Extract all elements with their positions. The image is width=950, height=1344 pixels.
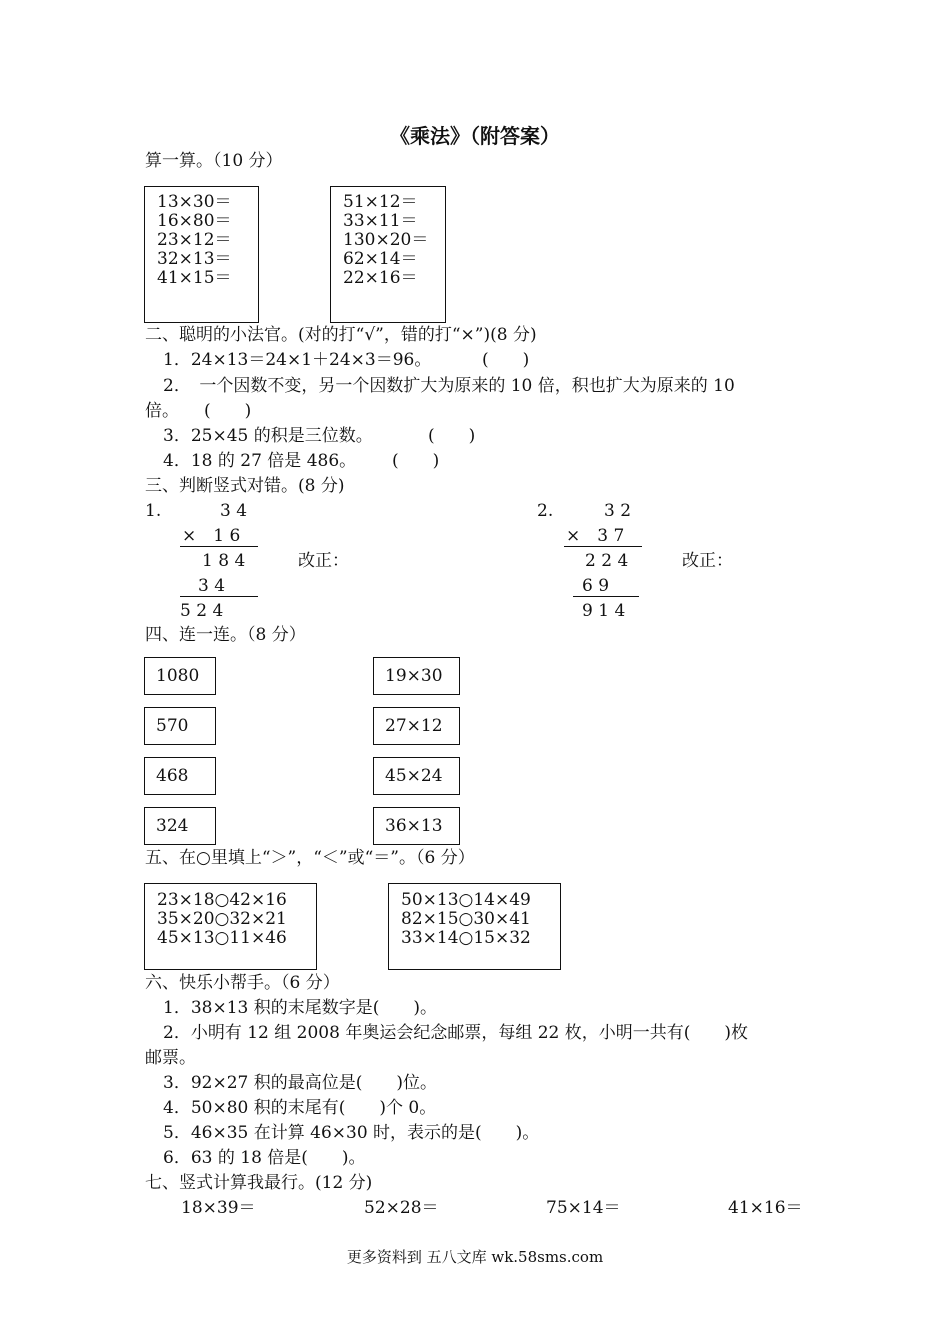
sec2-q2-line1: 2． 一个因数不变，另一个因数扩大为原来的 10 倍，积也扩大为原来的 10 [163,376,735,396]
sec6-q2-line1: 2．小明有 12 组 2008 年奥运会纪念邮票，每组 22 枚，小明一共有( )枚 [163,1023,749,1043]
sec1-right-box [330,186,446,323]
compare-left-3[interactable]: 45×13○11×46 [157,928,287,948]
sec2-q4: 4．18 的 27 倍是 486。 [163,451,357,471]
sec6-q3: 3．92×27 积的最高位是( )位。 [163,1073,437,1093]
sec3-a-top: 3 4 [220,501,248,521]
sec2-q2-line2: 倍。 [145,401,179,421]
sec3-b-partial2: 6 9 [582,576,610,596]
sec2-q4-blank[interactable]: ( ) [392,451,440,471]
sec3-b-result: 9 1 4 [582,601,626,621]
compare-left-1[interactable]: 23×18○42×16 [157,890,287,910]
sec3-a-partial2: 3 4 [198,576,226,596]
sec4-heading: 四、连一连。（8 分） [145,625,306,645]
sec2-heading: 二、聪明的小法官。(对的打“√”，错的打“×”)(8 分) [145,325,537,345]
sec3-b-partial1: 2 2 4 [585,551,629,571]
sec7-heading: 七、竖式计算我最行。(12 分) [145,1173,373,1193]
match-right-3[interactable]: 45×24 [373,757,460,795]
sec3-a-partial1: 1 8 4 [202,551,246,571]
sec1-right-3: 130×20＝ [343,230,429,250]
sec5-left-box [144,883,317,970]
compare-right-3[interactable]: 33×14○15×32 [401,928,531,948]
sec6-q4: 4．50×80 积的末尾有( )个 0。 [163,1098,437,1118]
compare-right-2[interactable]: 82×15○30×41 [401,909,531,929]
match-left-4[interactable]: 324 [144,807,216,845]
compare-left-2[interactable]: 35×20○32×21 [157,909,287,929]
sec1-left-4: 32×13＝ [157,249,232,269]
sec1-right-1: 51×12＝ [343,192,418,212]
sec2-q1-blank[interactable]: ( ) [482,350,530,370]
sec6-q1: 1．38×13 积的末尾数字是( )。 [163,998,437,1018]
sec3-a-rule2 [180,596,258,597]
sec5-heading: 五、在○里填上“＞”，“＜”或“＝”。（6 分） [145,848,475,868]
match-right-2[interactable]: 27×12 [373,707,460,745]
sec3-a-result: 5 2 4 [180,601,224,621]
match-left-2[interactable]: 570 [144,707,216,745]
sec7-item-4: 41×16＝ [728,1198,803,1218]
sec6-q6: 6．63 的 18 倍是( )。 [163,1148,366,1168]
sec3-a-rule1 [180,546,258,547]
sec2-q3: 3．25×45 的积是三位数。 [163,426,373,446]
sec1-right-4: 62×14＝ [343,249,418,269]
sec1-left-2: 16×80＝ [157,211,232,231]
match-left-1[interactable]: 1080 [144,657,216,695]
sec1-right-2: 33×11＝ [343,211,418,231]
sec2-q3-blank[interactable]: ( ) [428,426,476,446]
sec6-q2-line2: 邮票。 [145,1048,196,1068]
match-right-4[interactable]: 36×13 [373,807,460,845]
sec3-heading: 三、判断竖式对错。(8 分) [145,476,345,496]
sec6-heading: 六、快乐小帮手。（6 分） [145,973,340,993]
sec3-a-mult: × 1 6 [182,526,241,546]
sec1-left-1: 13×30＝ [157,192,232,212]
sec1-left-3: 23×12＝ [157,230,232,250]
sec3-a-fix: 改正： [298,551,349,571]
sec7-item-3: 75×14＝ [546,1198,621,1218]
sec3-b-number: 2. [537,501,554,521]
sec7-item-1: 18×39＝ [181,1198,256,1218]
sec6-q5: 5．46×35 在计算 46×30 时，表示的是( )。 [163,1123,540,1143]
sec3-b-rule2 [573,596,639,597]
sec3-b-top: 3 2 [604,501,632,521]
page-title: 《乘法》（附答案） [390,124,560,148]
match-right-1[interactable]: 19×30 [373,657,460,695]
sec1-heading: 算一算。（10 分） [145,151,283,171]
sec3-a-number: 1. [145,501,162,521]
footer-text: 更多资料到 五八文库 wk.58sms.com [346,1248,604,1266]
sec2-q2-blank[interactable]: ( ) [204,401,252,421]
sec3-b-rule1 [564,546,642,547]
sec1-right-5: 22×16＝ [343,268,418,288]
sec2-q1: 1．24×13＝24×1＋24×3＝96。 [163,350,432,370]
sec1-left-5: 41×15＝ [157,268,232,288]
match-left-3[interactable]: 468 [144,757,216,795]
sec5-right-box [388,883,561,970]
sec7-item-2: 52×28＝ [364,1198,439,1218]
sec3-b-mult: × 3 7 [566,526,625,546]
compare-right-1[interactable]: 50×13○14×49 [401,890,531,910]
sec3-b-fix: 改正： [682,551,733,571]
sec1-left-box [144,186,259,323]
